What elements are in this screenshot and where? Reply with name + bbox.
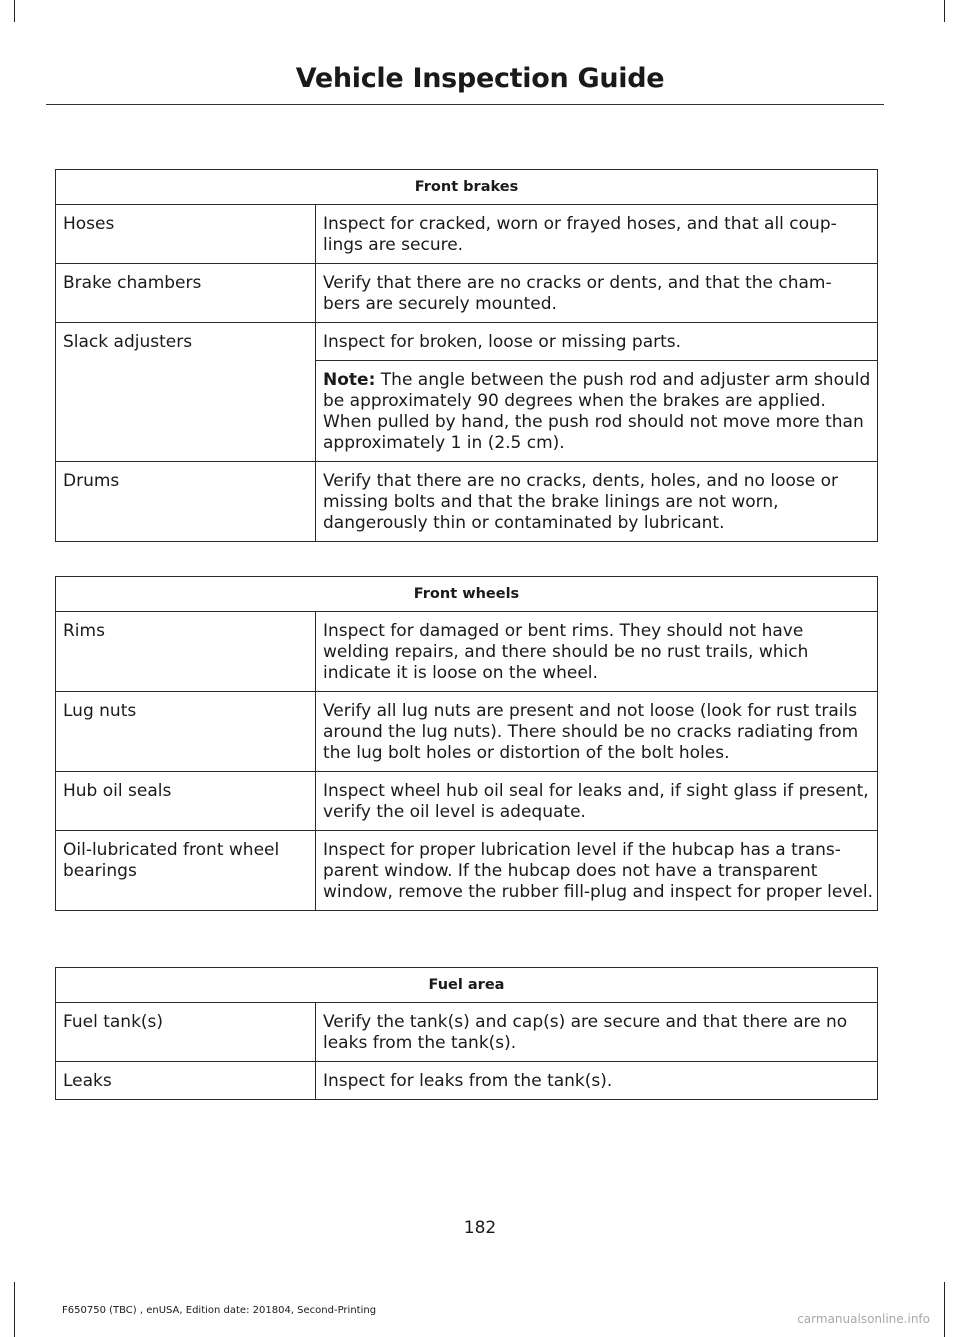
table-row <box>56 462 878 542</box>
table-row <box>56 1003 878 1062</box>
front-wheels-table <box>55 576 878 911</box>
table-heading: Front wheels <box>56 577 878 612</box>
table-heading: Fuel area <box>56 968 878 1003</box>
footer-edition-text: F650750 (TBC) , enUSA, Edition date: 201804, Second-Printing <box>62 1305 377 1316</box>
watermark: carmanualsonline.info <box>797 1312 930 1326</box>
note-label: Note: <box>323 370 376 390</box>
table-row <box>56 264 878 323</box>
detail-cell: Inspect for damaged or bent rims. They should not have welding repairs, and there should be no rust trails, which indicate it is loose on the wheel. <box>316 612 878 692</box>
detail-cell: Inspect wheel hub oil seal for leaks and, if sight glass if present, verify the oil level is adequate. <box>316 772 878 831</box>
crop-mark-top-left <box>14 0 15 22</box>
item-cell: Hub oil seals <box>56 772 316 831</box>
item-cell: Rims <box>56 612 316 692</box>
title-divider <box>46 104 884 105</box>
detail-cell: Verify that there are no cracks, dents, holes, and no loose or missing bolts and that the brake linings are not worn, dangerously thin or contaminated by lubricant. <box>316 462 878 542</box>
note-cell <box>316 361 878 462</box>
table-header-row <box>56 968 878 1003</box>
page-title: Vehicle Inspection Guide <box>295 63 665 94</box>
table-row <box>56 205 878 264</box>
item-cell: Slack adjusters <box>56 323 316 462</box>
item-cell: Lug nuts <box>56 692 316 772</box>
table-heading: Front brakes <box>56 170 878 205</box>
item-cell: Oil-lubricated front wheel bearings <box>56 831 316 911</box>
table-header-row <box>56 170 878 205</box>
table-header-row <box>56 577 878 612</box>
note-text: The angle between the push rod and adjuster arm should be approximately 90 degrees when the brakes are applied. When pulled by hand, the push rod should not move more than approximately 1 in (2.5 cm). <box>323 370 871 453</box>
detail-cell: Verify the tank(s) and cap(s) are secure and that there are no leaks from the tank(s). <box>316 1003 878 1062</box>
item-cell: Hoses <box>56 205 316 264</box>
item-cell: Leaks <box>56 1062 316 1100</box>
table-row <box>56 692 878 772</box>
detail-cell: Inspect for leaks from the tank(s). <box>316 1062 878 1100</box>
page-number: 182 <box>463 1218 497 1238</box>
detail-cell: Inspect for broken, loose or missing parts. <box>316 323 878 361</box>
table-row <box>56 772 878 831</box>
detail-cell: Inspect for cracked, worn or frayed hoses, and that all coup- lings are secure. <box>316 205 878 264</box>
table-row <box>56 612 878 692</box>
table-row <box>56 831 878 911</box>
crop-mark-bottom-left <box>14 1282 15 1337</box>
item-cell: Brake chambers <box>56 264 316 323</box>
item-cell: Drums <box>56 462 316 542</box>
detail-cell: Verify that there are no cracks or dents, and that the cham- bers are securely mounted. <box>316 264 878 323</box>
crop-mark-top-right <box>944 0 945 22</box>
front-brakes-table <box>55 169 878 542</box>
item-cell: Fuel tank(s) <box>56 1003 316 1062</box>
detail-cell: Inspect for proper lubrication level if the hubcap has a trans- parent window. If the hubcap does not have a transparent window, remove the rubber fill-plug and inspect for proper level. <box>316 831 878 911</box>
table-row <box>56 323 878 361</box>
detail-cell: Verify all lug nuts are present and not loose (look for rust trails around the lug nuts). There should be no cracks radiating from the lug bolt holes or distortion of the bolt holes. <box>316 692 878 772</box>
crop-mark-bottom-right <box>944 1282 945 1337</box>
table-row <box>56 1062 878 1100</box>
fuel-area-table <box>55 967 878 1100</box>
